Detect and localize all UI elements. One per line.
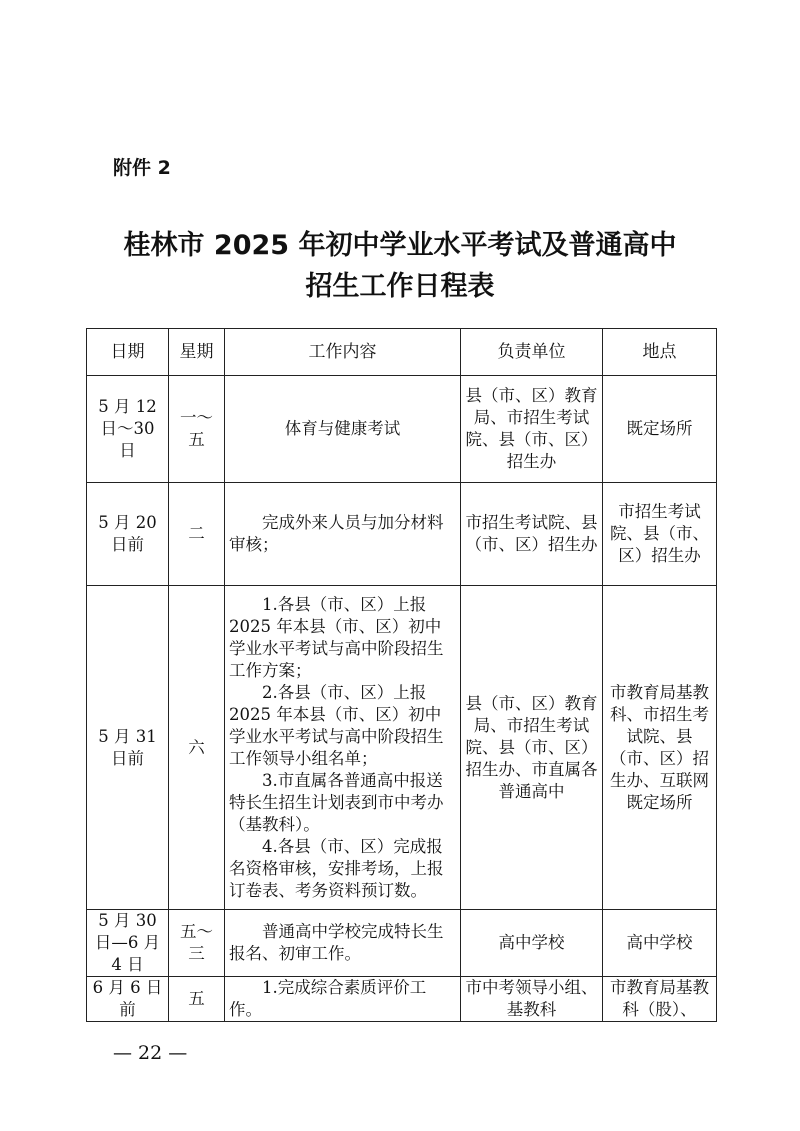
content-item: 2.各县（市、区）上报 2025 年本县（市、区）初中学业水平考试与高中阶段招生工作领导小组名单； (229, 682, 444, 768)
cell-unit: 高中学校 (461, 910, 603, 977)
cell-date: 5 月 20 日前 (87, 483, 169, 586)
cell-date: 5 月 12 日～30 日 (87, 376, 169, 483)
cell-location: 市教育局基教科、市招生考试院、县（市、区）招生办、互联网 既定场所 (603, 586, 717, 910)
cell-location: 高中学校 (603, 910, 717, 977)
cell-weekday: 二 (169, 483, 225, 586)
document-title-line2: 招生工作日程表 (305, 271, 495, 302)
content-item: 3.市直属各普通高中报送特长生招生计划表到市中考办（基教科）。 (229, 770, 444, 834)
content-item: 1.完成综合素质评价工作。 (229, 978, 427, 1019)
header-content: 工作内容 (225, 329, 461, 376)
table-header-row (87, 329, 717, 376)
cell-unit: 市招生考试院、县（市、区）招生办 (461, 483, 603, 586)
content-item: 完成外来人员与加分材料审核； (229, 513, 444, 554)
table-row (87, 977, 717, 1022)
cell-content (225, 586, 461, 910)
header-date: 日期 (87, 329, 169, 376)
content-item: 4.各县（市、区）完成报名资格审核，安排考场，上报订卷表、考务资料预订数。 (229, 836, 444, 900)
header-unit: 负责单位 (461, 329, 603, 376)
cell-unit: 县（市、区）教育局、市招生考试院、县（市、区）招生办、市直属各普通高中 (461, 586, 603, 910)
attachment-label: 附件 2 (113, 157, 171, 179)
page-number: — 22 — (113, 1042, 188, 1064)
cell-content (225, 977, 461, 1022)
cell-weekday: 一～五 (169, 376, 225, 483)
cell-content (225, 910, 461, 977)
header-location: 地点 (603, 329, 717, 376)
schedule-table (86, 328, 717, 1022)
header-weekday: 星期 (169, 329, 225, 376)
content-item: 1.各县（市、区）上报 2025 年本县（市、区）初中学业水平考试与高中阶段招生工作方案； (229, 594, 444, 680)
cell-location: 市教育局基教科（股）、 (603, 977, 717, 1022)
cell-location: 既定场所 (603, 376, 717, 483)
document-title-line1: 桂林市 2025 年初中学业水平考试及普通高中 (123, 230, 677, 261)
content-item: 体育与健康考试 (284, 419, 401, 438)
cell-weekday: 五～三 (169, 910, 225, 977)
cell-weekday: 五 (169, 977, 225, 1022)
cell-content (225, 376, 461, 483)
table-row (87, 376, 717, 483)
cell-location: 市招生考试院、县（市、区）招生办 (603, 483, 717, 586)
cell-content (225, 483, 461, 586)
cell-date: 5 月 30 日—6 月 4 日 (87, 910, 169, 977)
table-row (87, 910, 717, 977)
cell-date: 6 月 6 日前 (87, 977, 169, 1022)
cell-date: 5 月 31 日前 (87, 586, 169, 910)
table-row (87, 586, 717, 910)
cell-unit: 市中考领导小组、基教科 (461, 977, 603, 1022)
cell-unit: 县（市、区）教育局、市招生考试院、县（市、区）招生办 (461, 376, 603, 483)
content-item: 普通高中学校完成特长生报名、初审工作。 (229, 922, 444, 963)
cell-weekday: 六 (169, 586, 225, 910)
table-row (87, 483, 717, 586)
